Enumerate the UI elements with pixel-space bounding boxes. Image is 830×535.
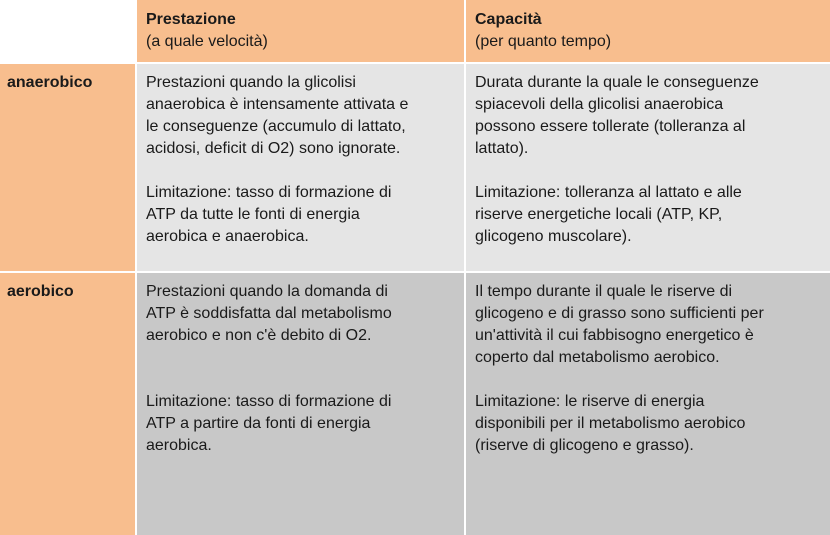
spacer (146, 347, 455, 369)
spacer (475, 160, 821, 182)
text-line: Prestazioni quando la glicolisi (146, 74, 356, 91)
header-col1-title: Prestazione (146, 11, 236, 28)
text-line: Il tempo durante il quale le riserve di (475, 283, 733, 300)
row-label-aerobico: aerobico (0, 273, 135, 535)
text-line: Prestazioni quando la domanda di (146, 283, 388, 300)
cell-aerobico-prestazione (137, 273, 464, 535)
cell-aerobico-capacita (466, 273, 830, 535)
header-col2-title: Capacità (475, 11, 542, 28)
text-line: Durata durante la quale le conseguenze (475, 74, 759, 91)
text-line: aerobica. (146, 437, 212, 454)
spacer (146, 160, 455, 182)
text-line: possono essere tollerate (tolleranza al (475, 118, 746, 135)
text-line: lattato). (475, 140, 529, 157)
spacer (146, 369, 455, 391)
header-col1 (137, 0, 464, 62)
header-col2-sub: (per quanto tempo) (475, 33, 612, 50)
text-line: Limitazione: tasso di formazione di (146, 393, 392, 410)
text-line: Limitazione: tolleranza al lattato e alle (475, 184, 742, 201)
spacer (475, 369, 821, 391)
text-line: Limitazione: le riserve di energia (475, 393, 705, 410)
text-line: ATP è soddisfatta dal metabolismo (146, 305, 392, 322)
text-line: aerobica e anaerobica. (146, 228, 309, 245)
text-line: spiacevoli della glicolisi anaerobica (475, 96, 724, 113)
cell-anaerobico-prestazione (137, 64, 464, 271)
text-line: glicogeno muscolare). (475, 228, 632, 245)
text-line: anaerobica è intensamente attivata e (146, 96, 409, 113)
header-col2 (466, 0, 830, 62)
text-line: ATP da tutte le fonti di energia (146, 206, 360, 223)
text-line: Limitazione: tasso di formazione di (146, 184, 392, 201)
text-line: riserve energetiche locali (ATP, KP, (475, 206, 723, 223)
text-line: un'attività il cui fabbisogno energetico è (475, 327, 754, 344)
header-col1-sub: (a quale velocità) (146, 33, 268, 50)
text-line: ATP a partire da fonti di energia (146, 415, 371, 432)
text-line: glicogeno e di grasso sono sufficienti per (475, 305, 764, 322)
cell-anaerobico-capacita (466, 64, 830, 271)
row-label-anaerobico: anaerobico (0, 64, 135, 271)
text-line: disponibili per il metabolismo aerobico (475, 415, 746, 432)
text-line: acidosi, deficit di O2) sono ignorate. (146, 140, 401, 157)
text-line: le conseguenze (accumulo di lattato, (146, 118, 406, 135)
text-line: coperto dal metabolismo aerobico. (475, 349, 720, 366)
text-line: aerobico e non c'è debito di O2. (146, 327, 372, 344)
text-line: (riserve di glicogeno e grasso). (475, 437, 694, 454)
